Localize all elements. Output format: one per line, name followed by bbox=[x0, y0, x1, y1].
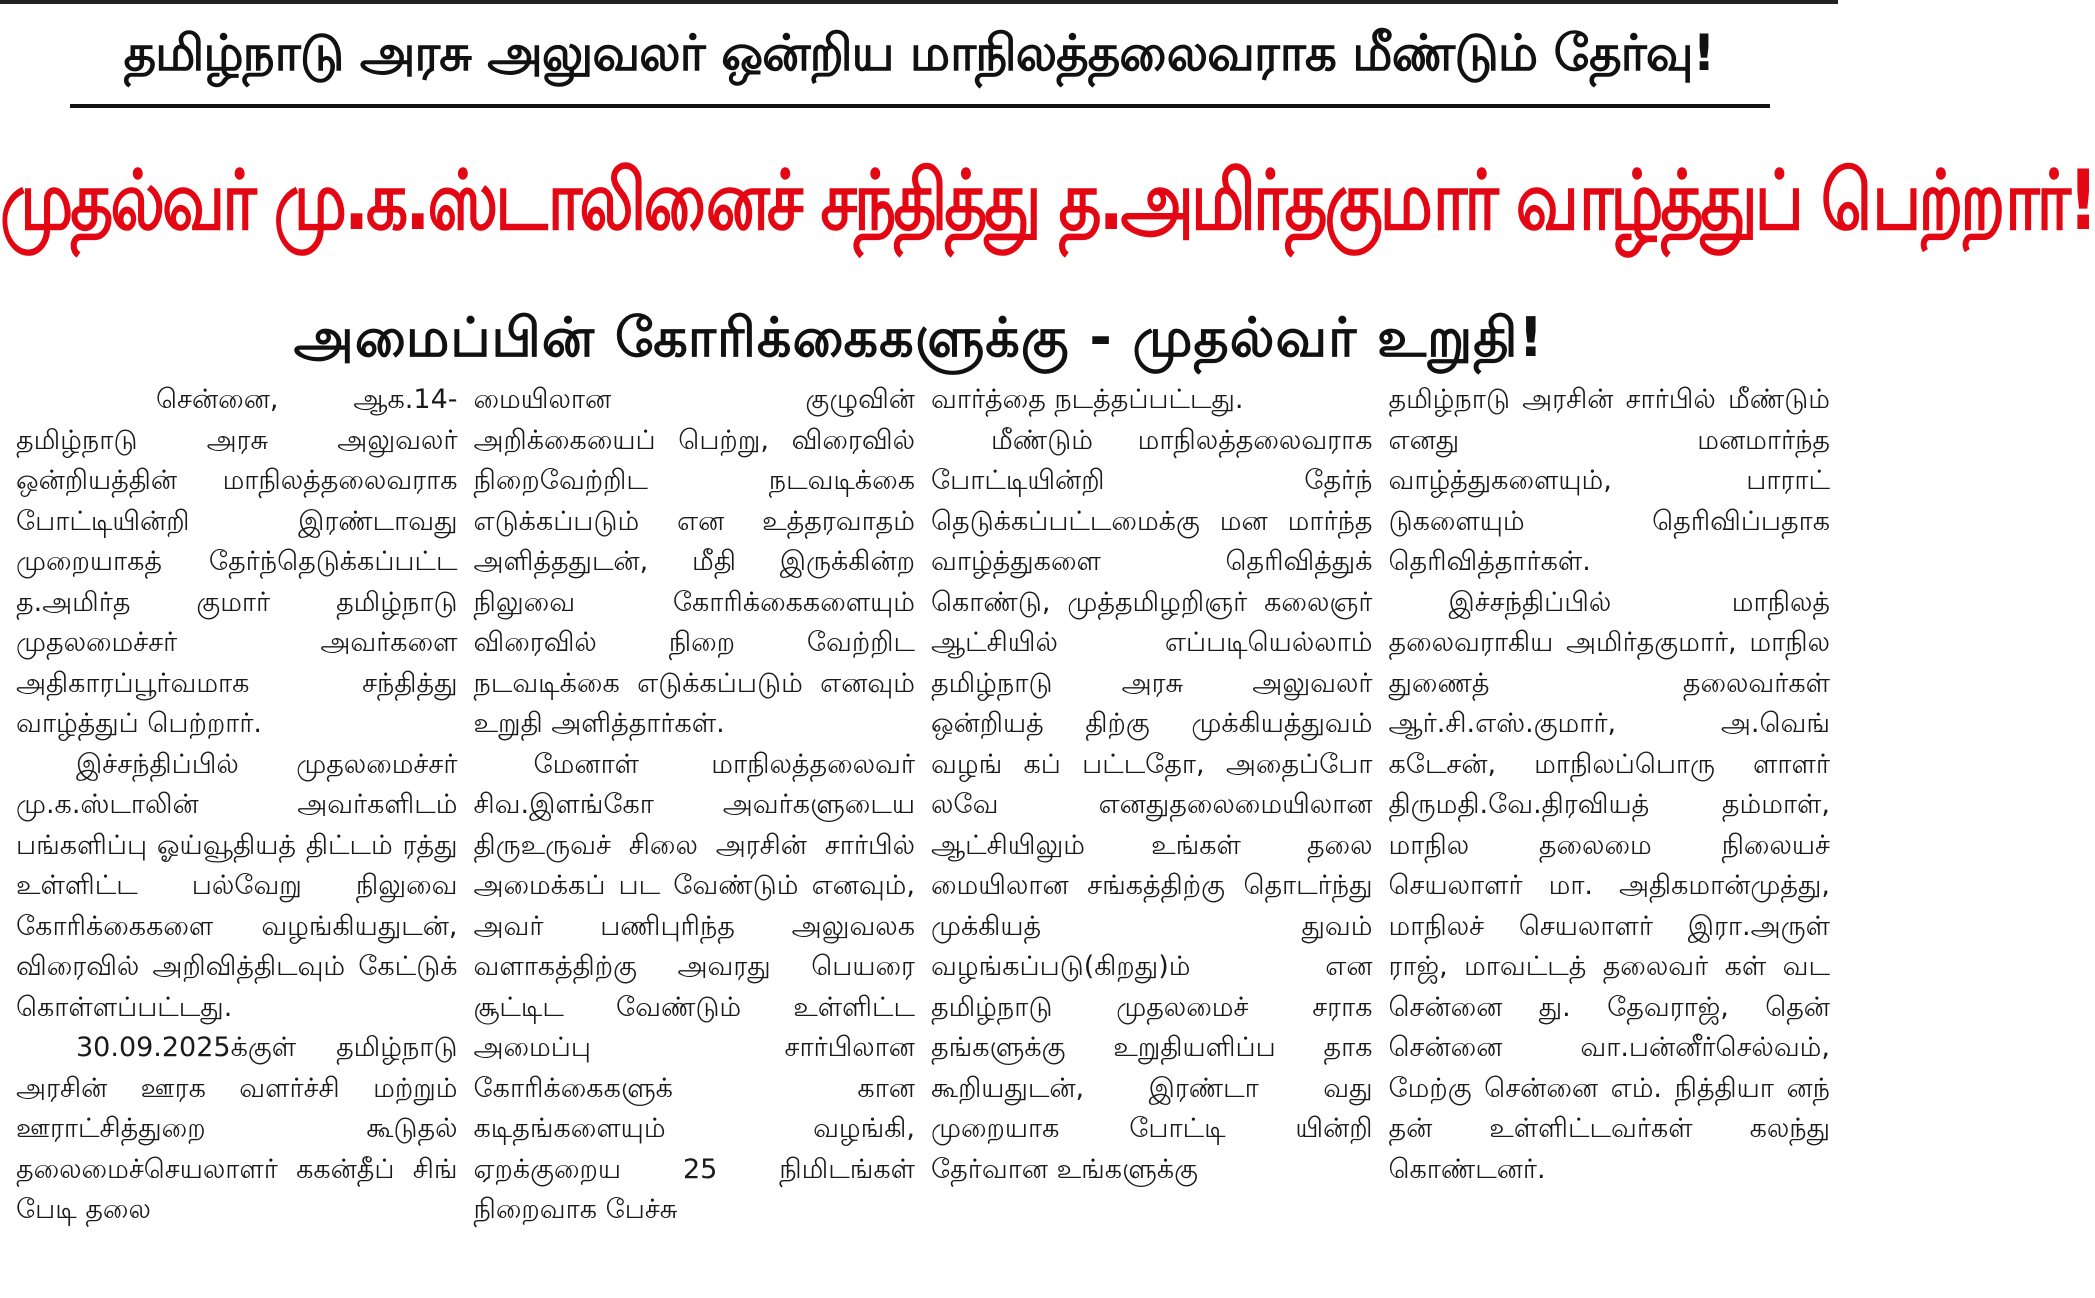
kicker-headline: தமிழ்நாடு அரசு அலுவலர் ஒன்றிய மாநிலத்தலைவராக மீண்டும் தேர்வு! bbox=[123, 24, 1715, 82]
article-paragraph: இச்சந்திப்பில் மாநிலத் தலைவராகிய அமிர்தகுமார், மாநில துணைத் தலைவர்கள் ஆர்.சி.எஸ்.குமார், அ.வெங் கடேசன், மாநிலப்பொரு ளாளர் திருமதி.வே.திரவியத் தம்மாள், மாநில தலைமை நிலையச் செயலாளர் மா. அதிகமான்முத்து, மாநிலச் செயலாளர் இரா.அருள் ராஜ், மாவட்டத் தலைவர் கள் வட சென்னை து. தேவராஜ், தென் சென்னை வா.பன்னீர்செல்வம், மேற்கு சென்னை எம். நித்தியா னந் தன் உள்ளிட்டவர்கள் கலந்து கொண்டனர். bbox=[1388, 586, 1830, 1185]
article-paragraph: இச்சந்திப்பில் முதலமைச்சர் மு.க.ஸ்டாலின் அவர்களிடம் பங்களிப்பு ஓய்வூதியத் திட்டம் ரத்து உள்ளிட்ட பல்வேறு நிலுவை கோரிக்கைகளை வழங்கியதுடன், விரைவில் அறிவித்திடவும் கேட்டுக் கொள்ளப்பட்டது. bbox=[16, 748, 458, 1023]
article-column-3 bbox=[923, 380, 1381, 1298]
article-column-1 bbox=[8, 380, 466, 1298]
article-paragraph: சென்னை, ஆக.14- தமிழ்நாடு அரசு அலுவலர் ஒன்றியத்தின் மாநிலத்தலைவராக போட்டியின்றி இரண்டாவது முறையாகத் தேர்ந்தெடுக்கப்பட்ட த.அமிர்த குமார் தமிழ்நாடு முதலமைச்சர் அவர்களை அதிகாரப்பூர்வமாக சந்தித்து வாழ்த்துப் பெற்றார். bbox=[16, 384, 458, 739]
article-column-2 bbox=[466, 380, 924, 1298]
article-paragraph: மையிலான குழுவின் அறிக்கையைப் பெற்று, விரைவில் நிறைவேற்றிட நடவடிக்கை எடுக்கப்படும் என உத்தரவாதம் அளித்ததுடன், மீதி இருக்கின்ற நிலுவை கோரிக்கைகளையும் விரைவில் நிறை வேற்றிட நடவடிக்கை எடுக்கப்படும் எனவும் உறுதி அளித்தார்கள். bbox=[473, 384, 915, 739]
article-paragraph: மேனாள் மாநிலத்தலைவர் சிவ.இளங்கோ அவர்களுடைய திருஉருவச் சிலை அரசின் சார்பில் அமைக்கப் பட வேண்டும் எனவும், அவர் பணிபுரிந்த அலுவலக வளாகத்திற்கு அவரது பெயரை சூட்டிட வேண்டும் உள்ளிட்ட அமைப்பு சார்பிலான கோரிக்கைகளுக் கான கடிதங்களையும் வழங்கி, ஏறக்குறைய 25 நிமிடங்கள் நிறைவாக பேச்சு bbox=[473, 748, 915, 1225]
article-body bbox=[8, 380, 1838, 1298]
subheadline: அமைப்பின் கோரிக்கைகளுக்கு - முதல்வர் உறுதி! bbox=[293, 306, 1545, 369]
article-paragraph: மீண்டும் மாநிலத்தலைவராக போட்டியின்றி தேர்ந் தெடுக்கப்பட்டமைக்கு மன மார்ந்த வாழ்த்துகளை தெரிவித்துக் கொண்டு, முத்தமிழறிஞர் கலைஞர் ஆட்சியில் எப்படியெல்லாம் தமிழ்நாடு அரசு அலுவலர் ஒன்றியத் திற்கு முக்கியத்துவம் வழங் கப் பட்டதோ, அதைப்போ லவே எனதுதலைமையிலான ஆட்சியிலும் உங்கள் தலை மையிலான சங்கத்திற்கு தொடர்ந்து முக்கியத் துவம் வழங்கப்படு(கிறது)ம் என தமிழ்நாடு முதலமைச் சராக தங்களுக்கு உறுதியளிப்ப தாக கூறியதுடன், இரண்டா வது முறையாக போட்டி யின்றி தேர்வான உங்களுக்கு bbox=[931, 424, 1373, 1185]
article-column-4 bbox=[1381, 380, 1839, 1298]
top-rule bbox=[0, 0, 1838, 4]
kicker-underline bbox=[70, 104, 1770, 108]
main-headline: முதல்வர் மு.க.ஸ்டாலினைச் சந்தித்து த.அமிர்தகுமார் வாழ்த்துப் பெற்றார்! bbox=[0, 152, 2095, 249]
article-paragraph: தமிழ்நாடு அரசின் சார்பில் மீண்டும் எனது மனமார்ந்த வாழ்த்துகளையும், பாராட் டுகளையும் தெரிவிப்பதாக தெரிவித்தார்கள். bbox=[1388, 384, 1830, 577]
article-paragraph: வார்த்தை நடத்தப்பட்டது. bbox=[931, 384, 1244, 415]
article-paragraph: 30.09.2025க்குள் தமிழ்நாடு அரசின் ஊரக வளர்ச்சி மற்றும் ஊராட்சித்துறை கூடுதல் தலைமைச்செயலாளர் ககன்தீப் சிங் பேடி தலை bbox=[16, 1032, 458, 1225]
